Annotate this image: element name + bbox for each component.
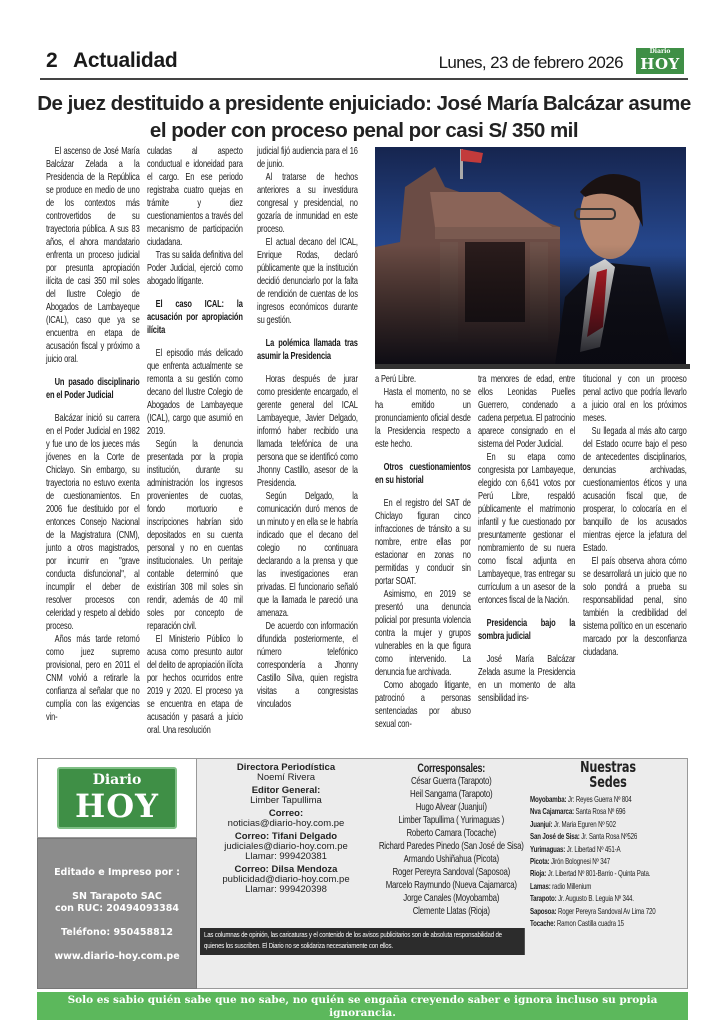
- article-paragraph: Según la denuncia presentada por la propia institución, durante su administración los ingresos provenientes de cuotas, fondo mortuorio e inscripciones habrían sido depositados en su cuenta personal y no en cuentas institucionales. Un peritaje contable determinó que existirían 308 mil soles sin rendir, además de 40 mil soles por concepto de reparación civil.: [147, 439, 243, 632]
- section-title: Actualidad: [73, 49, 178, 72]
- photo-bottom-bar: [375, 364, 690, 369]
- quote-banner: Solo es sabio quién sabe que no sabe, no quién se engaña creyendo saber e ignora incluso su propia ignorancia.: [37, 992, 688, 1020]
- news-email[interactable]: noticias@diario-hoy.com.pe: [227, 818, 345, 829]
- office-city: Tarapoto:: [530, 894, 557, 904]
- article-paragraph: Como abogado litigante, patrocinó a personas sentenciadas por abuso sexual con-: [375, 680, 471, 730]
- office-city: Lamas:: [530, 881, 551, 891]
- article-paragraph: Asimismo, en 2019 se presentó una denuncia policial por presunta violencia contra la mujer y grupos vulnerables en la que figura como intervenido. La denuncia fue archivada.: [375, 589, 471, 678]
- logo-top-text: Diario: [649, 48, 671, 55]
- director-name: Noemí Rivera: [256, 772, 316, 783]
- office-item: [530, 794, 686, 806]
- correspondent-item: Armando Ushiñahua (Picota): [403, 853, 499, 865]
- correspondent-item: Limber Tapullima ( Yurimaguas ): [398, 814, 505, 826]
- office-city: Nva Cajamarca:: [530, 807, 574, 817]
- logo-main-text: HOY: [75, 787, 159, 825]
- judicial-email[interactable]: judiciales@diario-hoy.com.pe: [224, 841, 348, 852]
- article-subheading: Un pasado disciplinario en el Poder Judicial: [46, 377, 140, 401]
- office-item: [530, 831, 686, 843]
- office-city: Moyobamba:: [530, 795, 567, 804]
- office-address: Ramon Castilla cuadra 15: [555, 919, 624, 929]
- office-address: Jr. Libertad Nº 451-A: [565, 844, 621, 854]
- edited-label: Editado e Impreso por :: [54, 867, 180, 878]
- article-subheading: La polémica llamada tras asumir la Presidencia: [257, 338, 358, 362]
- correspondent-item: Heil Sangama (Tarapoto): [410, 788, 493, 800]
- article-paragraph: tra menores de edad, entre ellos Leonidas Puelles Guerrero, condenado a cadena perpetua. El patrocinio aparece consignado en el sistema del Poder Judicial.: [478, 374, 576, 450]
- office-item: [530, 918, 686, 930]
- office-city: Rioja:: [530, 869, 547, 879]
- article-headline: De juez destituido a presidente enjuiciado: José María Balcázar asume el poder con proceso penal por casi S/ 350 mil: [37, 92, 691, 142]
- article-paragraph: En el registro del SAT de Chiclayo figuran cinco infracciones de tránsito a su nombre, entre ellas por estacionar en zonas no permitidas y conducir sin portar SOAT.: [375, 498, 471, 587]
- office-item: [530, 906, 686, 918]
- director-label: Directora Periodística: [236, 762, 336, 773]
- issue-date: Lunes, 23 de febrero 2026: [438, 53, 623, 72]
- article-paragraph: Horas después de jurar como presidente encargado, el gerente general del ICAL Lambayeque, Javier Delgado, informó haber recibido una llamada telefónica de una persona que se identificó como Jhonny Castillo, asesor de la Presidencia.: [257, 374, 358, 489]
- office-address: Jr: Reyes Guerra Nº 804: [566, 795, 632, 804]
- article-paragraph: El país observa ahora cómo se desarrollará un juicio que no solo pondrá a prueba su responsabilidad penal, sino también la credibilidad del sistema político en un escenario marcado por la desconfianza ciudadana.: [583, 556, 687, 658]
- office-item: [530, 881, 686, 893]
- publisher-company: SN Tarapoto SAC: [72, 891, 162, 902]
- article-paragraph: Al tratarse de hechos anteriores a su investidura congresal y presidencial, no gozaría de inmunidad en este proceso.: [257, 172, 358, 235]
- office-city: Yurimaguas:: [530, 844, 566, 854]
- editor-label: Editor General:: [251, 785, 321, 796]
- publisher-info: [37, 838, 197, 989]
- office-city: Juanjuí:: [530, 819, 553, 829]
- email-label: Correo:: [268, 808, 304, 819]
- article-column-4: [375, 373, 471, 731]
- correspondent-item: Marcelo Raymundo (Nueva Cajamarca): [385, 879, 517, 891]
- article-paragraph: judicial fijó audiencia para el 16 de junio.: [257, 146, 358, 170]
- judicial-contact-label: Correo: Tifani Delgado: [234, 831, 338, 842]
- ads-email[interactable]: publicidad@diario-hoy.com.pe: [222, 874, 350, 885]
- publisher-ruc: con RUC: 20494093384: [54, 903, 180, 914]
- offices-list: [530, 760, 686, 930]
- article-subheading: El caso ICAL: la acusación por apropiación ilícita: [147, 299, 243, 336]
- office-city: Picota:: [530, 857, 550, 867]
- office-address: Santa Rosa Nº 696: [573, 807, 626, 817]
- article-paragraph: Su llegada al más alto cargo del Estado ocurre bajo el peso de antecedentes disciplinarios, denuncias archivadas, cuestionamientos éticos y una acusación fiscal que, de prosperar, lo colocaría en el banquillo de los acusados mientras ejerce la jefatura del Estado.: [583, 426, 687, 554]
- article-paragraph: a Perú Libre.: [375, 374, 416, 385]
- article-column-6: [583, 373, 687, 659]
- office-item: [530, 844, 686, 856]
- article-paragraph: En su etapa como congresista por Lambayeque, elegido con 6,641 votos por Perú Libre, respaldó públicamente el matrimonio infantil y fue cuestionado por presuntamente gestionar el nombramiento de su nuera como fiscal adjunta en Lambayeque, tras entregar su currículum a un asesor de la entonces fiscal de la Nación.: [478, 452, 576, 606]
- offices-title-2: Sedes: [589, 773, 627, 791]
- article-column-3: [257, 145, 358, 711]
- judicial-phone: Llamar: 999420381: [245, 851, 327, 862]
- staff-directory: [200, 763, 372, 895]
- article-paragraph: culadas al aspecto conductual e idoneidad para el cargo. En ese periodo registraba cuatro quejas en trámite y diez cuestionamientos a través del mecanismo de participación ciudadana.: [147, 146, 243, 248]
- article-column-2: [147, 145, 243, 737]
- article-paragraph: José María Balcázar Zelada asume la Presidencia en un momento de alta sensibilidad ins-: [478, 654, 576, 704]
- office-item: [530, 856, 686, 868]
- logo-main-text: HOY: [640, 55, 680, 73]
- correspondent-item: Jorge Canales (Moyobamba): [403, 892, 500, 904]
- article-paragraph: Tras su salida definitiva del Poder Judicial, ejerció como abogado litigante.: [147, 250, 243, 287]
- ads-contact-label: Correo: Dilsa Mendoza: [234, 864, 338, 875]
- ads-phone: Llamar: 999420398: [245, 884, 327, 895]
- office-item: [530, 893, 686, 905]
- diario-hoy-logo-large: [57, 767, 177, 829]
- article-column-1: [46, 145, 140, 724]
- article-paragraph: Según Delgado, la comunicación duró menos de un minuto y en ella se le habría indicado que el decano del colegio no continuara declarando a la prensa y que las investigaciones eran privadas. El funcionario señaló que la llamada le pareció una amenaza.: [257, 491, 358, 619]
- article-paragraph: El actual decano del ICAL, Enrique Rodas, declaró públicamente que la institución decidió denunciarlo por la falta de rendición de cuentas de los ingresos económicos durante su gestión.: [257, 237, 358, 326]
- article-subheading: Otros cuestionamientos en su historial: [375, 462, 471, 486]
- office-address: Jirón Bolognesi Nº 347: [549, 857, 611, 867]
- photo-illustration: [375, 147, 686, 364]
- correspondent-item: Hugo Alvear (Juanjuí): [415, 801, 487, 813]
- correspondents-list: [374, 762, 529, 918]
- publisher-website[interactable]: www.diario-hoy.com.pe: [54, 951, 180, 962]
- article-paragraph: Hasta el momento, no se ha emitido un pronunciamiento oficial desde la Presidencia respecto a este hecho.: [375, 387, 471, 450]
- office-item: [530, 868, 686, 880]
- header-divider: [40, 78, 688, 80]
- correspondent-item: Richard Paredes Pinedo (San José de Sisa): [378, 840, 524, 852]
- correspondent-item: Roger Pereyra Sandoval (Saposoa): [392, 866, 511, 878]
- article-paragraph: Años más tarde retornó como juez supremo provisional, pero en 2011 el CNM volvió a retirarle la confianza al señalar que no cumplía con las exigencias vin-: [46, 634, 140, 723]
- office-address: Jr. Augusto B. Leguia Nº 344.: [556, 894, 634, 904]
- article-paragraph: titucional y con un proceso penal activo que podría llevarlo a juicio oral en los próximos meses.: [583, 374, 687, 424]
- diario-hoy-logo: [636, 48, 684, 74]
- office-city: Tocache:: [530, 919, 556, 929]
- article-paragraph: El Ministerio Público lo acusa como presunto autor del delito de apropiación ilícita por hechos ocurridos entre 2019 y 2020. El proceso ya se encuentra en etapa de acusación y pasará a juicio oral. Una resolución: [147, 634, 243, 736]
- article-paragraph: De acuerdo con información difundida posteriormente, el número telefónico correspondería a Jhonny Castillo Silva, quien registra visitas a congresistas vinculados: [257, 621, 358, 710]
- page-number: 2: [46, 49, 58, 72]
- office-city: San José de Sisa:: [530, 832, 580, 842]
- correspondent-item: Clemente Llatas (Rioja): [412, 905, 490, 917]
- correspondent-item: César Guerra (Tarapoto): [410, 775, 492, 787]
- office-address: Jr. Santa Rosa Nº526: [579, 832, 638, 842]
- publisher-phone: Teléfono: 950458812: [61, 927, 173, 938]
- disclaimer-text: Las columnas de opinión, las caricaturas y el contenido de los avisos publicitarios son de absoluta responsabilidad de quienes los suscriben. El Diario no se solidariza necesariamente con ellos.: [200, 928, 525, 955]
- article-photo: [375, 147, 686, 364]
- article-paragraph: Balcázar inició su carrera en el Poder Judicial en 1982 y fue uno de los jueces más jóvenes en la Corte de Chiclayo. Sin embargo, su trayectoria no estuvo exenta de cuestionamientos. En 2006 fue destituido por el entonces Consejo Nacional de la Magistratura (CNM), junto a otros magistrados, por incurrir en "grave conducta disfuncional", al incumplir el deber de resolver procesos con celeridad y respeto al debido proceso.: [46, 413, 140, 632]
- correspondent-item: Roberto Camara (Tocache): [406, 827, 497, 839]
- offices-title-1: Nuestras: [580, 758, 636, 776]
- office-city: Saposoa:: [530, 906, 557, 916]
- editor-name: Limber Tapullima: [250, 795, 322, 806]
- logo-top-text: Diario: [92, 772, 142, 788]
- office-item: [530, 819, 686, 831]
- office-address: radio Millenium: [550, 881, 592, 891]
- office-address: Roger Pereyra Sandoval Av Lima 720: [556, 906, 656, 916]
- office-address: Jr. Maria Eguren Nº 502: [552, 819, 616, 829]
- office-item: [530, 806, 686, 818]
- article-paragraph: El episodio más delicado que enfrenta actualmente se remonta a su gestión como decano del Ilustre Colegio de Abogados de Lambayeque (ICAL), cargo que asumió en 2019.: [147, 348, 243, 437]
- correspondents-title: Corresponsales:: [417, 761, 486, 775]
- article-subheading: Presidencia bajo la sombra judicial: [478, 618, 576, 642]
- office-address: Jr. Libertad Nº 801-Barrio - Quinta Pata.: [546, 869, 651, 879]
- article-column-5: [478, 373, 575, 705]
- article-paragraph: El ascenso de José María Balcázar Zelada a la Presidencia de la República se produce en medio de uno de los contextos más controvertidos de su trayectoria pública. A sus 83 años, el ahora mandatario enfrenta un proceso judicial por presunta apropiación ilícita de casi 350 mil soles del Ilustre Colegio de Abogados de Lambayeque (ICAL), caso que ya se encuentra en etapa de acusación fiscal y próximo a juicio oral.: [46, 146, 140, 365]
